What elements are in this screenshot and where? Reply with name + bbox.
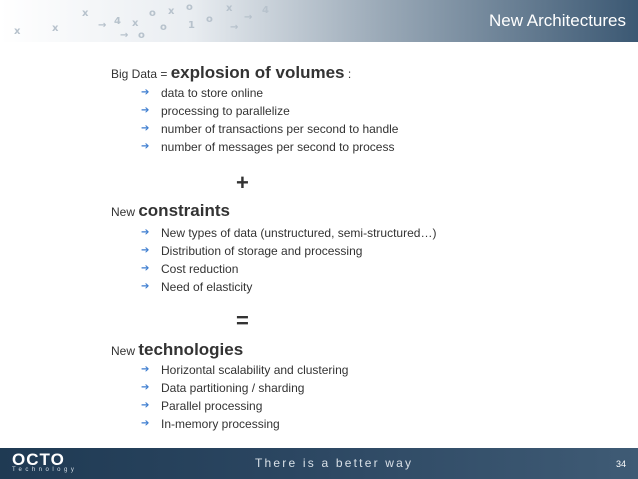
list-item (141, 242, 436, 260)
deco-glyph: 1 (188, 20, 195, 31)
section-lead: New (111, 344, 139, 358)
arrow-bullet-icon: ➔ (141, 418, 150, 429)
list-item-text: New types of data (unstructured, semi-structured…) (161, 226, 437, 240)
deco-glyph: o (138, 30, 145, 41)
list-item-text: Need of elasticity (161, 280, 253, 294)
arrow-bullet-icon: ➔ (141, 364, 150, 375)
slide-header (0, 0, 638, 42)
list-item-text: Horizontal scalability and clustering (161, 363, 349, 377)
equals-operator: = (236, 308, 249, 333)
logo-subtitle: Technology (12, 467, 78, 473)
deco-glyph: x (14, 26, 21, 37)
arrow-bullet-icon: ➔ (141, 400, 150, 411)
list-item (141, 397, 348, 415)
bullet-list-big-data (141, 84, 398, 156)
deco-glyph: → (230, 22, 239, 33)
arrow-bullet-icon: ➔ (141, 87, 150, 98)
list-item-text: number of messages per second to process (161, 140, 395, 154)
list-item-text: Cost reduction (161, 262, 239, 276)
list-item (141, 260, 436, 278)
section-trail: : (344, 67, 352, 81)
section-emphasis: constraints (138, 201, 230, 220)
list-item-text: Parallel processing (161, 399, 263, 413)
list-item-text: Data partitioning / sharding (161, 381, 305, 395)
plus-operator: + (236, 170, 249, 195)
list-item-text: In-memory processing (161, 417, 280, 431)
list-item (141, 379, 348, 397)
bullet-list-technologies (141, 361, 348, 433)
list-item (141, 224, 436, 242)
list-item (141, 415, 348, 433)
deco-glyph: x (52, 23, 59, 34)
arrow-bullet-icon: ➔ (141, 227, 150, 238)
deco-glyph: x (226, 3, 233, 14)
section-heading-constraints (111, 201, 230, 221)
footer-tagline: There is a better way (255, 456, 414, 470)
arrow-bullet-icon: ➔ (141, 245, 150, 256)
deco-glyph: x (168, 6, 175, 17)
deco-glyph: o (149, 8, 156, 19)
section-lead: Big Data = (111, 67, 171, 81)
list-item-text: number of transactions per second to handle (161, 122, 399, 136)
list-item-text: processing to parallelize (161, 104, 290, 118)
deco-glyph: x (132, 18, 139, 29)
arrow-bullet-icon: ➔ (141, 123, 150, 134)
page-number: 34 (615, 459, 626, 469)
octo-logo: OCTO (12, 450, 65, 469)
decorative-glyph-pattern (0, 0, 300, 42)
list-item (141, 138, 398, 156)
deco-glyph: o (206, 14, 213, 25)
arrow-bullet-icon: ➔ (141, 141, 150, 152)
deco-glyph: → (244, 12, 253, 23)
list-item (141, 84, 398, 102)
bullet-list-constraints (141, 224, 436, 296)
slide-footer (0, 448, 638, 479)
arrow-bullet-icon: ➔ (141, 382, 150, 393)
list-item (141, 361, 348, 379)
deco-glyph: o (186, 2, 193, 13)
deco-glyph: 4 (114, 16, 121, 27)
section-emphasis: explosion of volumes (170, 63, 345, 82)
arrow-bullet-icon: ➔ (141, 105, 150, 116)
list-item (141, 102, 398, 120)
list-item-text: data to store online (161, 86, 264, 100)
arrow-bullet-icon: ➔ (141, 281, 150, 292)
deco-glyph: x (82, 8, 89, 19)
section-heading-big-data (111, 63, 351, 83)
deco-glyph: → (120, 30, 129, 41)
list-item (141, 278, 436, 296)
section-heading-technologies (111, 340, 243, 360)
list-item (141, 120, 398, 138)
arrow-bullet-icon: ➔ (141, 263, 150, 274)
slide-title: New Architectures (489, 11, 626, 30)
deco-glyph: o (160, 22, 167, 33)
section-lead: New (111, 205, 139, 219)
deco-glyph: → (98, 20, 107, 31)
deco-glyph: 4 (262, 5, 269, 16)
section-emphasis: technologies (138, 340, 244, 359)
list-item-text: Distribution of storage and processing (161, 244, 363, 258)
